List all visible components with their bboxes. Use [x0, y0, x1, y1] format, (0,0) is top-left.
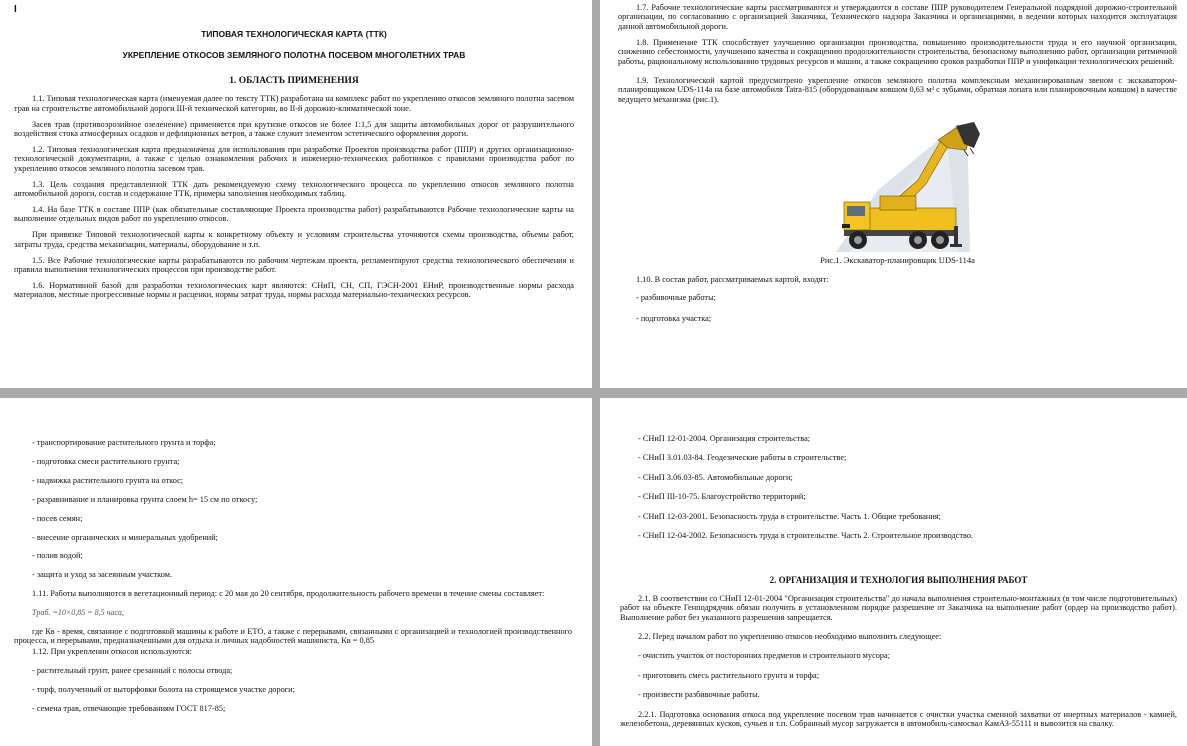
list-item: - полив водой;: [32, 551, 83, 561]
list-item: - подготовка смеси растительного грунта;: [32, 456, 180, 466]
snip-item: - СНиП 12-03-2001. Безопасность труда в строительстве. Часть 1. Общие требования;: [638, 511, 941, 521]
paragraph-1-10: 1.10. В состав работ, рассматриваемых картой, входят:: [636, 274, 829, 284]
excavator-figure: [618, 120, 1177, 256]
section-heading-2: 2. ОРГАНИЗАЦИЯ И ТЕХНОЛОГИЯ ВЫПОЛНЕНИЯ РАБОТ: [769, 575, 1028, 586]
paragraph-2-2: 2.2. Перед началом работ по укреплению откосов необходимо выполнить следующее:: [638, 632, 942, 642]
paragraph-1-11: 1.11. Работы выполняются в вегетационный период: с 20 мая до 20 сентября, продолжительность рабочего времени в течение смены составляет:: [32, 589, 545, 599]
document-page-1: [0, 0, 592, 388]
list-item: - семена трав, отвечающие требованиям ГОСТ 817-85;: [32, 703, 226, 713]
list-item: - произвести разбивочные работы.: [638, 690, 760, 700]
paragraph-2-1: 2.1. В соответствии со СНиП 12-01-2004 "Организация строительства" до начала выполнения строительно-монтажных (в том числе подготовительных) работ на объекте Генподрядчик обязан получить в установленном порядке разрешение от Заказчика на выполнение работ (ордер на производство работ). Выполнение работ без указанного разрешения запрещается.: [620, 593, 1177, 622]
page-marker: I: [14, 4, 17, 15]
document-title: ТИПОВАЯ ТЕХНОЛОГИЧЕСКАЯ КАРТА (ТТК): [201, 29, 387, 39]
document-page-3: [0, 398, 592, 746]
paragraph-1-6: 1.6. Нормативной базой для разработки технологических карт являются: СНиП, СН, СП, ГЭСН-2001 ЕНиР, производственные нормы расхода материалов, местные прогрессивные нормы и расценки, нормы затрат труда, нормы расхода материально-технических ресурсов.: [14, 280, 574, 300]
paragraph-1-3: 1.3. Цель создания представленной ТТК дать рекомендуемую схему технологического процесса по укреплению откосов земляного полотна автомобильной дороги, состав и содержание ТТК, примеры заполнения необходимых таблиц.: [14, 179, 574, 198]
figure-caption: Рис.1. Экскаватор-планировщик UDS-114a: [820, 255, 975, 266]
paragraph-privyazka: При привязке Типовой технологической карты к конкретному объекту и условиям строительства уточняются схемы производства, объемы работ, затраты труда, средства механизации, материалы, оборудование и т.п.: [14, 230, 574, 249]
snip-item: - СНиП 3.06.03-85. Автомобильные дороги;: [638, 472, 793, 482]
snip-item: - СНиП 3.01.03-84. Геодезические работы в строительстве;: [638, 453, 847, 463]
paragraph-1-2: 1.2. Типовая технологическая карта предназначена для использования при разработке Проектов производства работ (ППР) и других организационно-технологической документации, а также с целью ознакомления рабочих и инженерно-технических работников с правилами производства работ по укреплению откосов земляного полотна засевом трав.: [14, 144, 574, 173]
paragraph-1-9: 1.9. Технологической картой предусмотрено укрепление откосов земляного полотна комплексным механизированным звеном с экскаватором-планировщиком UDS-114a на базе автомобиля Tatra-815 (оборудованным ковшом 0,63 м³ с зубьями, обратная лопата или планировочным ковшом) в качестве ведущего механизма (рис.1).: [618, 75, 1177, 104]
paragraph-2-2-1: 2.2.1. Подготовка основания откоса под укрепление посевом трав начинается с очистки участка сменной захватки от инертных материалов - камней, железобетона, деревянных кусков, сучьев и т.п. Собранный мусор загружается в автомобиль-самосвал КамАЗ-55111 и вывозится на свалку.: [620, 709, 1177, 729]
list-item: - внесение органических и минеральных удобрений;: [32, 532, 218, 542]
paragraph-1-7: 1.7. Рабочие технологические карты рассматриваются и утверждаются в составе ППР руководителем Генеральной подрядной дорожно-строительной организации, по согласованию с организацией Заказчика, Технического надзора Заказчика и организациями, в ведении которых находится эксплуатация данной автомобильной дороги.: [618, 3, 1177, 31]
list-item: - очистить участок от посторонних предметов и строительного мусора;: [638, 651, 891, 661]
document-subtitle: УКРЕПЛЕНИЕ ОТКОСОВ ЗЕМЛЯНОГО ПОЛОТНА ПОСЕВОМ МНОГОЛЕТНИХ ТРАВ: [122, 50, 466, 61]
snip-item: - СНиП 12-04-2002. Безопасность труда в строительстве. Часть 2. Строительное производство.: [638, 531, 974, 541]
snip-item: - СНиП 12-01-2004. Организация строительства;: [638, 434, 811, 443]
paragraph-1-4: 1.4. На базе ТТК в составе ППР (как обязательные составляющие Проекта производства работ) разрабатываются Рабочие технологические карты на выполнение отдельных видов работ по укреплению откосов.: [14, 204, 574, 224]
paragraph-zasev: Засев трав (противоэрозийное озеленение) применяется при крутизне откосов не более 1:1,5 для защиты автомобильных дорог от разрушительного воздействия стока атмосферных осадков и дефляционных ветров, а также служит элементом эстетического оформления дороги.: [14, 119, 574, 138]
list-item: - разравнивание и планировка грунта слоем h= 15 см по откосу;: [32, 494, 258, 504]
list-item: - подготовка участка;: [636, 314, 712, 324]
document-page-4: [600, 398, 1187, 746]
document-page-2: [600, 0, 1187, 388]
excavator-image: [618, 120, 1177, 256]
section-heading-1: 1. ОБЛАСТЬ ПРИМЕНЕНИЯ: [229, 75, 359, 86]
list-item: - защита и уход за засеянным участком.: [32, 570, 173, 580]
list-item: - приготовить смесь растительного грунта и торфа;: [638, 670, 819, 680]
list-item: - надвижка растительного грунта на откос;: [32, 475, 184, 485]
paragraph-where: где Кв - время, связанное с подготовкой машины к работе и ЕТО, а также с перерывами, связанными с организацией и технологией производственного процесса, и перерывами, предназначенными для отдыха и личных надобностей машиниста, Кв = 0,85: [14, 627, 572, 646]
snip-item: - СНиП III-10-75. Благоустройство территорий;: [638, 492, 806, 502]
paragraph-1-12: 1.12. При укреплении откосов используются:: [32, 646, 192, 656]
paragraph-1-1: 1.1. Типовая технологическая карта (именуемая далее по тексту ТТК) разработана на комплекс работ по укреплению откосов земляного полотна засевом трав на строительстве автомобильной дороги III-й технической категории, во II-й дорожно-климатической зоне.: [14, 94, 574, 113]
list-item: - посев семян;: [32, 513, 83, 523]
list-item: - торф, полученный от выторфовки болота на строящемся участке дороги;: [32, 684, 295, 694]
list-item: - растительный грунт, ранее срезанный с полосы отвода;: [32, 665, 233, 675]
list-item: - транспортирование растительного грунта и торфа;: [32, 438, 216, 447]
paragraph-1-8: 1.8. Применение ТТК способствует улучшению организации производства, повышению производительности труда и его научной организации, снижению себестоимости, улучшению качества и сокращению продолжительности строительства, безопасному выполнению работ, организации ритмичной работы, рациональному использованию трудовых ресурсов и машин, а также сокращению сроков разработки ППР и унификации технологических решений.: [618, 37, 1177, 66]
paragraph-1-5: 1.5. Все Рабочие технологические карты разрабатываются по рабочим чертежам проекта, регламентируют средства технологического обеспечения и правила выполнения технологических процессов при производстве работ.: [14, 255, 574, 274]
worktime-formula: Tраб. =10×0,85 = 8,5 часа,: [32, 607, 124, 617]
list-item: - разбивочные работы;: [636, 292, 716, 302]
